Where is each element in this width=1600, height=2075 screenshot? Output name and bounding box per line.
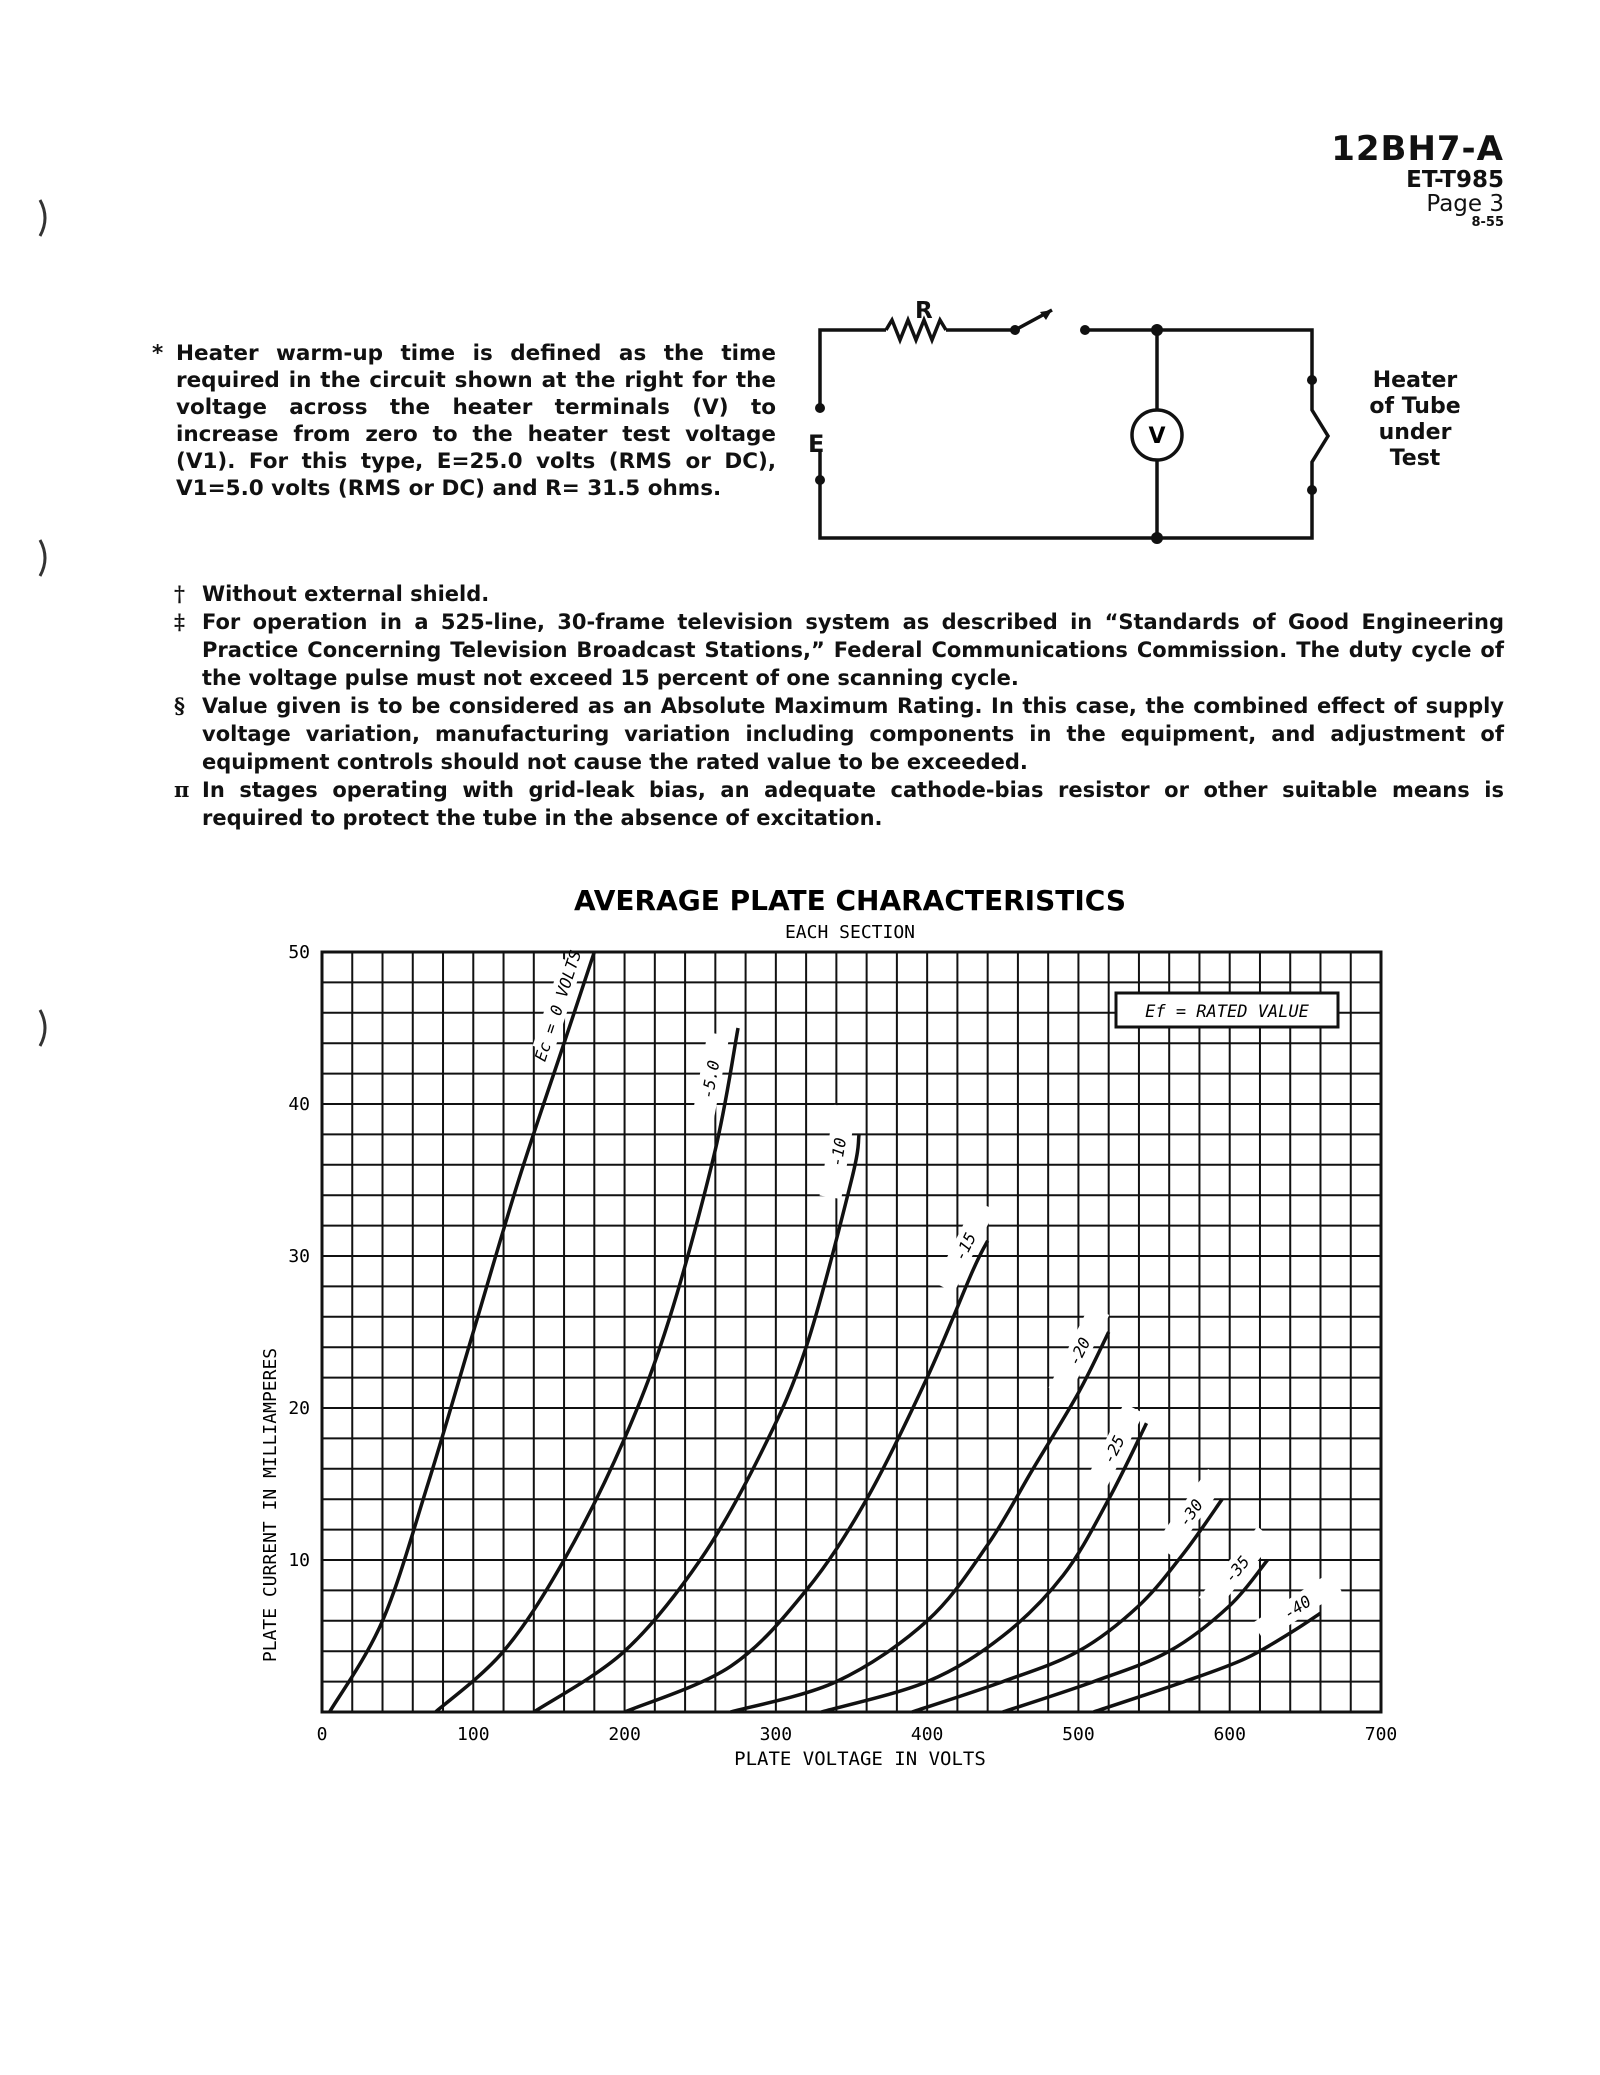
warmup-note-text: Heater warm-up time is defined as the time required in the circuit shown at the right for the voltage across the heater terminals (V) to increase from zero to the heater test voltage (V1). For this type, E=25.0 volts (RMS or DC), V1=5.0 volts (RMS or DC) and R= 31.5 ohms.	[176, 341, 776, 501]
heater-label-line: under	[1378, 420, 1452, 445]
x-tick-label: 700	[1364, 1724, 1398, 1745]
curve-label: -15	[950, 1229, 981, 1264]
part-number: 12BH7-A	[1331, 129, 1504, 169]
plate-curve	[1094, 1613, 1321, 1712]
x-axis-label: PLATE VOLTAGE IN VOLTS	[734, 1748, 986, 1770]
y-axis-ticks	[288, 942, 310, 1571]
heater-label-line: Test	[1389, 446, 1441, 471]
footnote-symbol: π	[174, 777, 190, 802]
resistor-label: R	[915, 298, 933, 324]
x-tick-label: 200	[608, 1724, 641, 1745]
doc-number: ET-T985	[1406, 166, 1504, 193]
x-tick-label: 100	[457, 1724, 490, 1745]
source-label: E	[808, 430, 825, 458]
y-tick-label: 10	[288, 1550, 310, 1571]
footnote	[174, 608, 1504, 692]
footnote	[174, 580, 1504, 608]
x-tick-label: 500	[1062, 1724, 1095, 1745]
y-tick-label: 40	[288, 1094, 310, 1115]
x-axis-ticks	[317, 1724, 1398, 1745]
footnote-symbol: §	[174, 693, 185, 718]
plate-curves	[330, 952, 1321, 1712]
heater-label-line: Heater	[1372, 368, 1458, 393]
plate-curve	[435, 1028, 738, 1712]
x-tick-label: 600	[1213, 1724, 1246, 1745]
voltmeter-label: V	[1148, 424, 1166, 449]
rated-value-label: Ef = RATED VALUE	[1145, 1002, 1309, 1022]
footnote-symbol: †	[174, 581, 185, 606]
y-tick-label: 30	[288, 1246, 310, 1267]
curve-labels	[529, 947, 1342, 1641]
warmup-note	[152, 340, 776, 502]
curve-label: -10	[826, 1136, 851, 1168]
warmup-circuit-diagram	[790, 290, 1350, 550]
curve-label: -35	[1220, 1552, 1254, 1587]
plate-characteristics-chart	[0, 880, 1600, 1800]
y-tick-label: 50	[288, 942, 310, 963]
page-number: Page 3	[1426, 190, 1504, 217]
footnote-symbol: *	[152, 341, 164, 366]
curve-label: Ec = 0 VOLTS	[530, 947, 586, 1064]
chart-subtitle: EACH SECTION	[784, 922, 916, 943]
rated-value-box	[1116, 993, 1338, 1027]
x-tick-label: 300	[759, 1724, 793, 1745]
chart-title: AVERAGE PLATE CHARACTERISTICS	[573, 884, 1127, 917]
curve-label: -20	[1064, 1334, 1095, 1369]
y-tick-label: 20	[288, 1398, 310, 1419]
doc-date: 8-55	[1471, 214, 1504, 230]
footnotes	[174, 580, 1504, 832]
footnote-text: For operation in a 525-line, 30-frame television system as described in “Standards of Good Engineering Practice Concerning Television Broadcast Stations,” Federal Communications Commission. The duty cycle of the voltage pulse must not exceed 15 percent of one scanning cycle.	[202, 610, 1504, 690]
footnote-text: In stages operating with grid-leak bias, an adequate cathode-bias resistor or other suitable means is required to protect the tube in the absence of excitation.	[202, 778, 1504, 830]
footnote	[174, 692, 1504, 776]
curve-label: -5.0	[697, 1058, 724, 1101]
x-tick-label: 400	[910, 1724, 944, 1745]
heater-label-line: of Tube	[1369, 394, 1461, 419]
footnote	[174, 776, 1504, 832]
footnote-symbol: ‡	[174, 609, 185, 634]
curve-label: -30	[1174, 1495, 1207, 1531]
footnote-text: Value given is to be considered as an Absolute Maximum Rating. In this case, the combined effect of supply voltage variation, manufacturing variation including components in the equipment, and adjustment of equipment controls should not cause the rated value to be exceeded.	[202, 694, 1504, 774]
curve-label-group	[1252, 1573, 1341, 1642]
y-axis-label: PLATE CURRENT IN MILLIAMPERES	[260, 1347, 281, 1663]
footnote-text: Without external shield.	[202, 582, 490, 606]
plate-curve	[330, 952, 595, 1712]
document-header	[1331, 129, 1504, 230]
heater-under-test-label	[1355, 368, 1475, 472]
x-tick-label: 0	[316, 1724, 328, 1745]
curve-label: -25	[1098, 1432, 1129, 1467]
curve-label: -40	[1280, 1591, 1315, 1624]
